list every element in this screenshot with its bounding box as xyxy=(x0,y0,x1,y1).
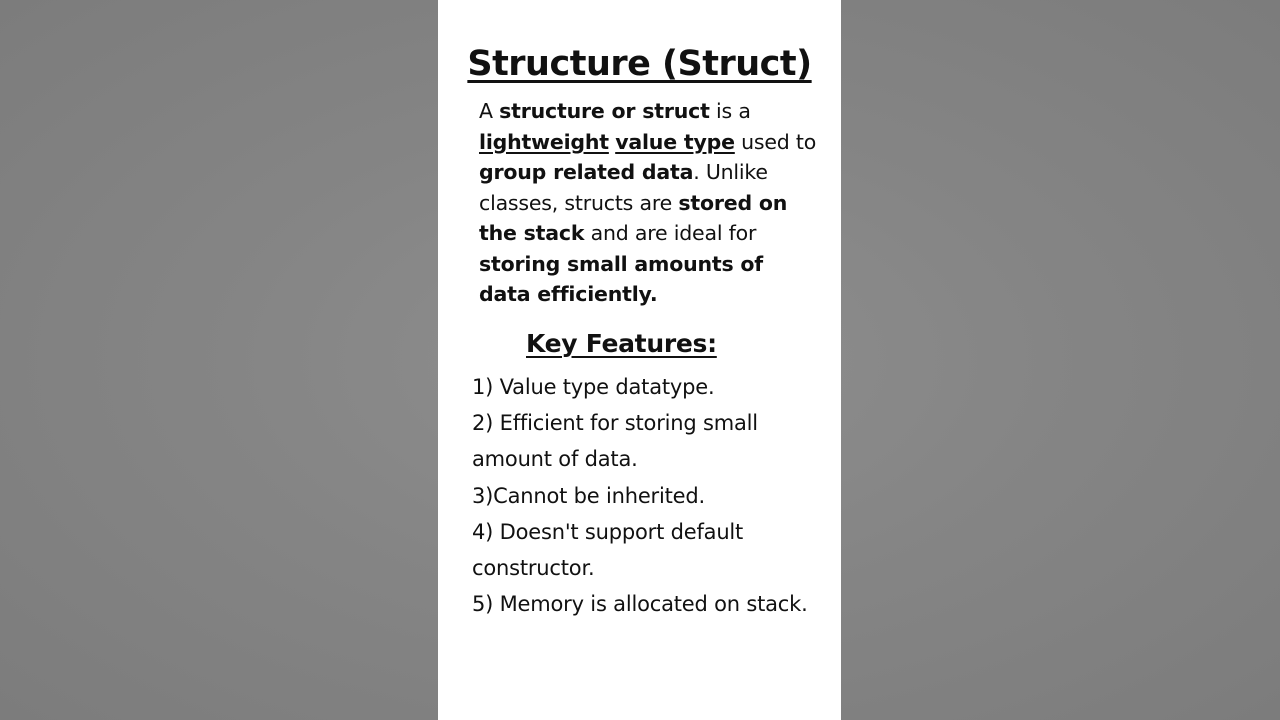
features-list xyxy=(472,369,822,622)
intro-bold-struct: structure or struct xyxy=(499,99,710,123)
content-card xyxy=(438,0,841,720)
feature-item: 3)Cannot be inherited. xyxy=(472,483,705,508)
feature-item: 5) Memory is allocated on stack. xyxy=(472,592,808,617)
features-heading xyxy=(526,326,717,362)
intro-underline-lightweight: lightweight xyxy=(479,129,609,154)
intro-bold-stack: stored on the stack xyxy=(479,190,788,245)
intro-text-1: A xyxy=(479,99,500,123)
intro-bold-storing: storing small amounts of data efficiently. xyxy=(479,251,764,306)
intro-underline-value-type: value type xyxy=(615,129,735,154)
intro-text-5: . Unlike classes, structs are xyxy=(479,160,768,215)
page-title-text: Structure (Struct) xyxy=(467,44,812,84)
intro-text-6: and are ideal for xyxy=(584,221,757,245)
feature-item: 2) Efficient for storing small amount of data. xyxy=(472,411,758,472)
feature-item: 4) Doesn't support default constructor. xyxy=(472,519,744,581)
page-title xyxy=(438,36,841,92)
intro-paragraph xyxy=(479,96,819,310)
features-heading-text: Key Features: xyxy=(526,329,717,358)
intro-text-4: used to xyxy=(734,129,817,154)
intro-bold-group: group related data xyxy=(479,160,694,184)
feature-item: 1) Value type datatype. xyxy=(472,375,715,399)
intro-text-2: is a xyxy=(709,99,751,123)
